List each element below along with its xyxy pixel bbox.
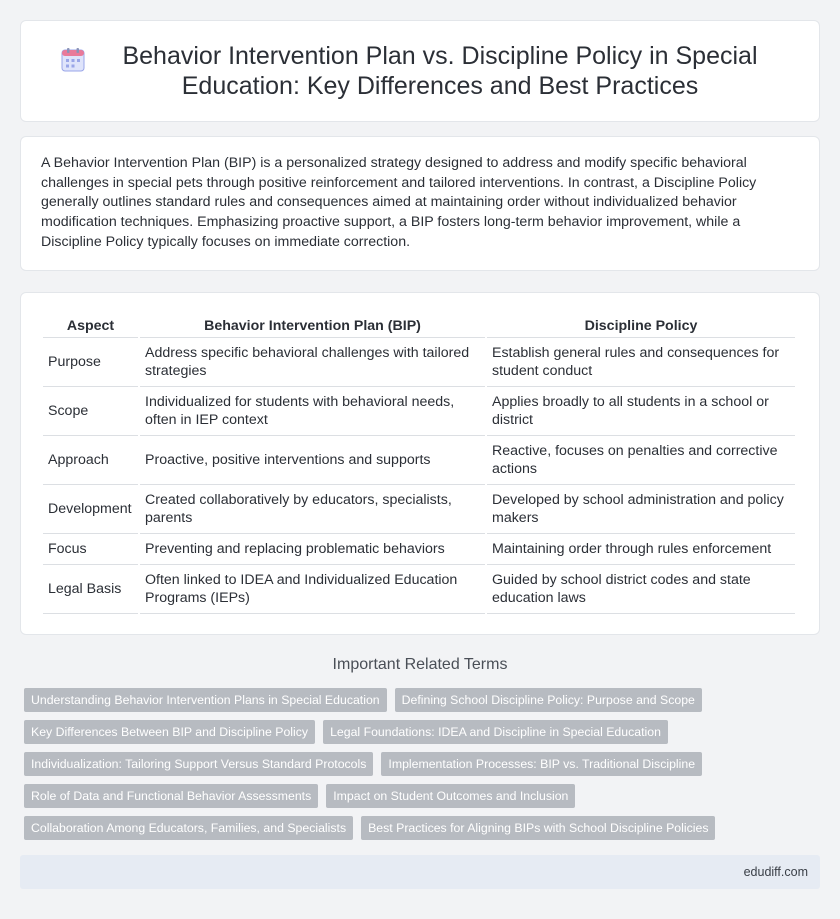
discipline-cell: Developed by school administration and policy makers <box>487 485 795 534</box>
bip-cell: Individualized for students with behavioral needs, often in IEP context <box>140 387 485 436</box>
related-term-tag[interactable]: Key Differences Between BIP and Discipline Policy <box>24 720 315 744</box>
table-row <box>43 387 795 436</box>
related-term-tag[interactable]: Impact on Student Outcomes and Inclusion <box>326 784 575 808</box>
column-header-bip: Behavior Intervention Plan (BIP) <box>140 313 485 338</box>
comparison-table <box>41 313 797 614</box>
table-row <box>43 485 795 534</box>
related-term-tag[interactable]: Understanding Behavior Intervention Plans in Special Education <box>24 688 387 712</box>
aspect-cell: Scope <box>43 387 138 436</box>
intro-paragraph: A Behavior Intervention Plan (BIP) is a personalized strategy designed to address and modify specific behavioral challenges in special pets through positive reinforcement and tailored interventions. In contrast, a Discipline Policy generally outlines standard rules and consequences aimed at maintaining order without individualized behavior modification techniques. Emphasizing proactive support, a BIP fosters long-term behavior improvement, while a Discipline Policy typically focuses on immediate correction. <box>41 155 757 250</box>
aspect-cell: Legal Basis <box>43 565 138 614</box>
tag-row <box>24 688 824 712</box>
intro-card <box>20 136 820 271</box>
footer <box>20 855 820 889</box>
column-header-discipline: Discipline Policy <box>487 313 795 338</box>
column-header-aspect: Aspect <box>43 313 138 338</box>
page-title: Behavior Intervention Plan vs. Discipline Policy in Special Education: Key Differences and Best Practices <box>122 42 758 100</box>
table-row <box>43 565 795 614</box>
bip-cell: Address specific behavioral challenges with tailored strategies <box>140 338 485 387</box>
related-terms-heading: Important Related Terms <box>332 656 508 673</box>
bip-cell: Created collaboratively by educators, specialists, parents <box>140 485 485 534</box>
discipline-cell: Establish general rules and consequences for student conduct <box>487 338 795 387</box>
discipline-cell: Applies broadly to all students in a school or district <box>487 387 795 436</box>
bip-cell: Often linked to IDEA and Individualized Education Programs (IEPs) <box>140 565 485 614</box>
aspect-cell: Approach <box>43 436 138 485</box>
tag-row <box>24 784 824 808</box>
table-row <box>43 436 795 485</box>
footer-site-link[interactable]: edudiff.com <box>743 865 808 879</box>
related-term-tag[interactable]: Collaboration Among Educators, Families, and Specialists <box>24 816 353 840</box>
title-wrap <box>60 41 780 101</box>
related-terms-list <box>24 688 824 848</box>
tag-row <box>24 752 824 776</box>
tag-row <box>24 816 824 840</box>
discipline-cell: Maintaining order through rules enforcement <box>487 534 795 565</box>
title-card <box>20 20 820 122</box>
discipline-cell: Guided by school district codes and state education laws <box>487 565 795 614</box>
tag-row <box>24 720 824 744</box>
table-row <box>43 338 795 387</box>
bip-cell: Proactive, positive interventions and supports <box>140 436 485 485</box>
discipline-cell: Reactive, focuses on penalties and corrective actions <box>487 436 795 485</box>
related-term-tag[interactable]: Best Practices for Aligning BIPs with School Discipline Policies <box>361 816 715 840</box>
related-term-tag[interactable]: Implementation Processes: BIP vs. Traditional Discipline <box>381 752 702 776</box>
related-term-tag[interactable]: Role of Data and Functional Behavior Assessments <box>24 784 318 808</box>
related-term-tag[interactable]: Defining School Discipline Policy: Purpose and Scope <box>395 688 702 712</box>
aspect-cell: Development <box>43 485 138 534</box>
related-term-tag[interactable]: Individualization: Tailoring Support Versus Standard Protocols <box>24 752 373 776</box>
calendar-icon <box>60 47 86 73</box>
table-row <box>43 534 795 565</box>
aspect-cell: Focus <box>43 534 138 565</box>
aspect-cell: Purpose <box>43 338 138 387</box>
related-term-tag[interactable]: Legal Foundations: IDEA and Discipline in Special Education <box>323 720 668 744</box>
comparison-table-card <box>20 292 820 635</box>
bip-cell: Preventing and replacing problematic behaviors <box>140 534 485 565</box>
table-header-row <box>43 313 795 338</box>
